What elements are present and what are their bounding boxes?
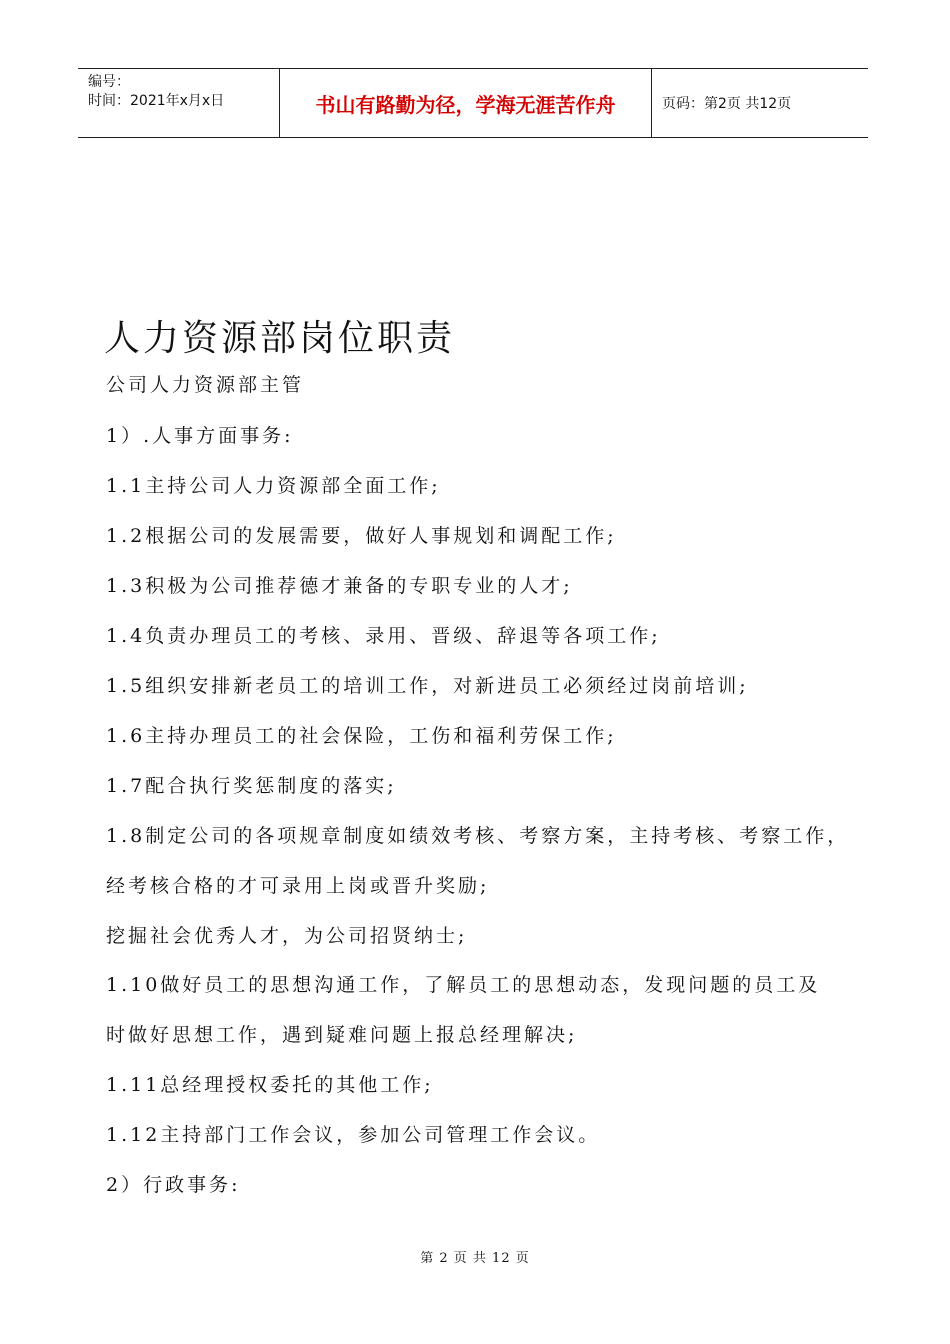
body-line: 1.5组织安排新老员工的培训工作，对新进员工必须经过岗前培训; [106, 675, 749, 697]
body-line: 1.2根据公司的发展需要，做好人事规划和调配工作; [106, 525, 617, 547]
body-line: 1.10做好员工的思想沟通工作，了解员工的思想动态，发现问题的员工及 [106, 974, 821, 996]
body-line: 1.7配合执行奖惩制度的落实; [106, 775, 397, 797]
body-line: 公司人力资源部主管 [106, 374, 305, 396]
body-line: 挖掘社会优秀人才，为公司招贤纳士; [106, 925, 468, 947]
body-line: 时做好思想工作，遇到疑难问题上报总经理解决; [106, 1024, 578, 1046]
body-line: 1.3积极为公司推荐德才兼备的专职专业的人才; [106, 575, 573, 597]
body-line: 1.1主持公司人力资源部全面工作; [106, 475, 441, 497]
header-meta [78, 69, 280, 137]
body-line: 2）行政事务: [106, 1174, 241, 1196]
body-line: 1.11总经理授权委托的其他工作; [106, 1074, 434, 1096]
header-page-info: 页码：第2页 共12页 [662, 96, 792, 112]
time-label: 时间：2021年x月x日 [88, 93, 225, 109]
body-line: 1.6主持办理员工的社会保险，工伤和福利劳保工作; [106, 725, 617, 747]
body-line: 1.4负责办理员工的考核、录用、晋级、辞退等各项工作; [106, 625, 661, 647]
document-title: 人力资源部岗位职责 [104, 318, 456, 359]
body-line: 1）.人事方面事务: [106, 425, 294, 447]
body-line: 1.8制定公司的各项规章制度如绩效考核、考察方案，主持考核、考察工作， [106, 825, 850, 847]
page-footer: 第 2 页 共 12 页 [420, 1251, 530, 1266]
document-header [78, 68, 868, 138]
number-label: 编号： [88, 74, 130, 90]
body-line: 经考核合格的才可录用上岗或晋升奖励; [106, 875, 490, 897]
body-line: 1.12主持部门工作会议，参加公司管理工作会议。 [106, 1124, 601, 1146]
header-motto: 书山有路勤为径，学海无涯苦作舟 [280, 69, 652, 137]
